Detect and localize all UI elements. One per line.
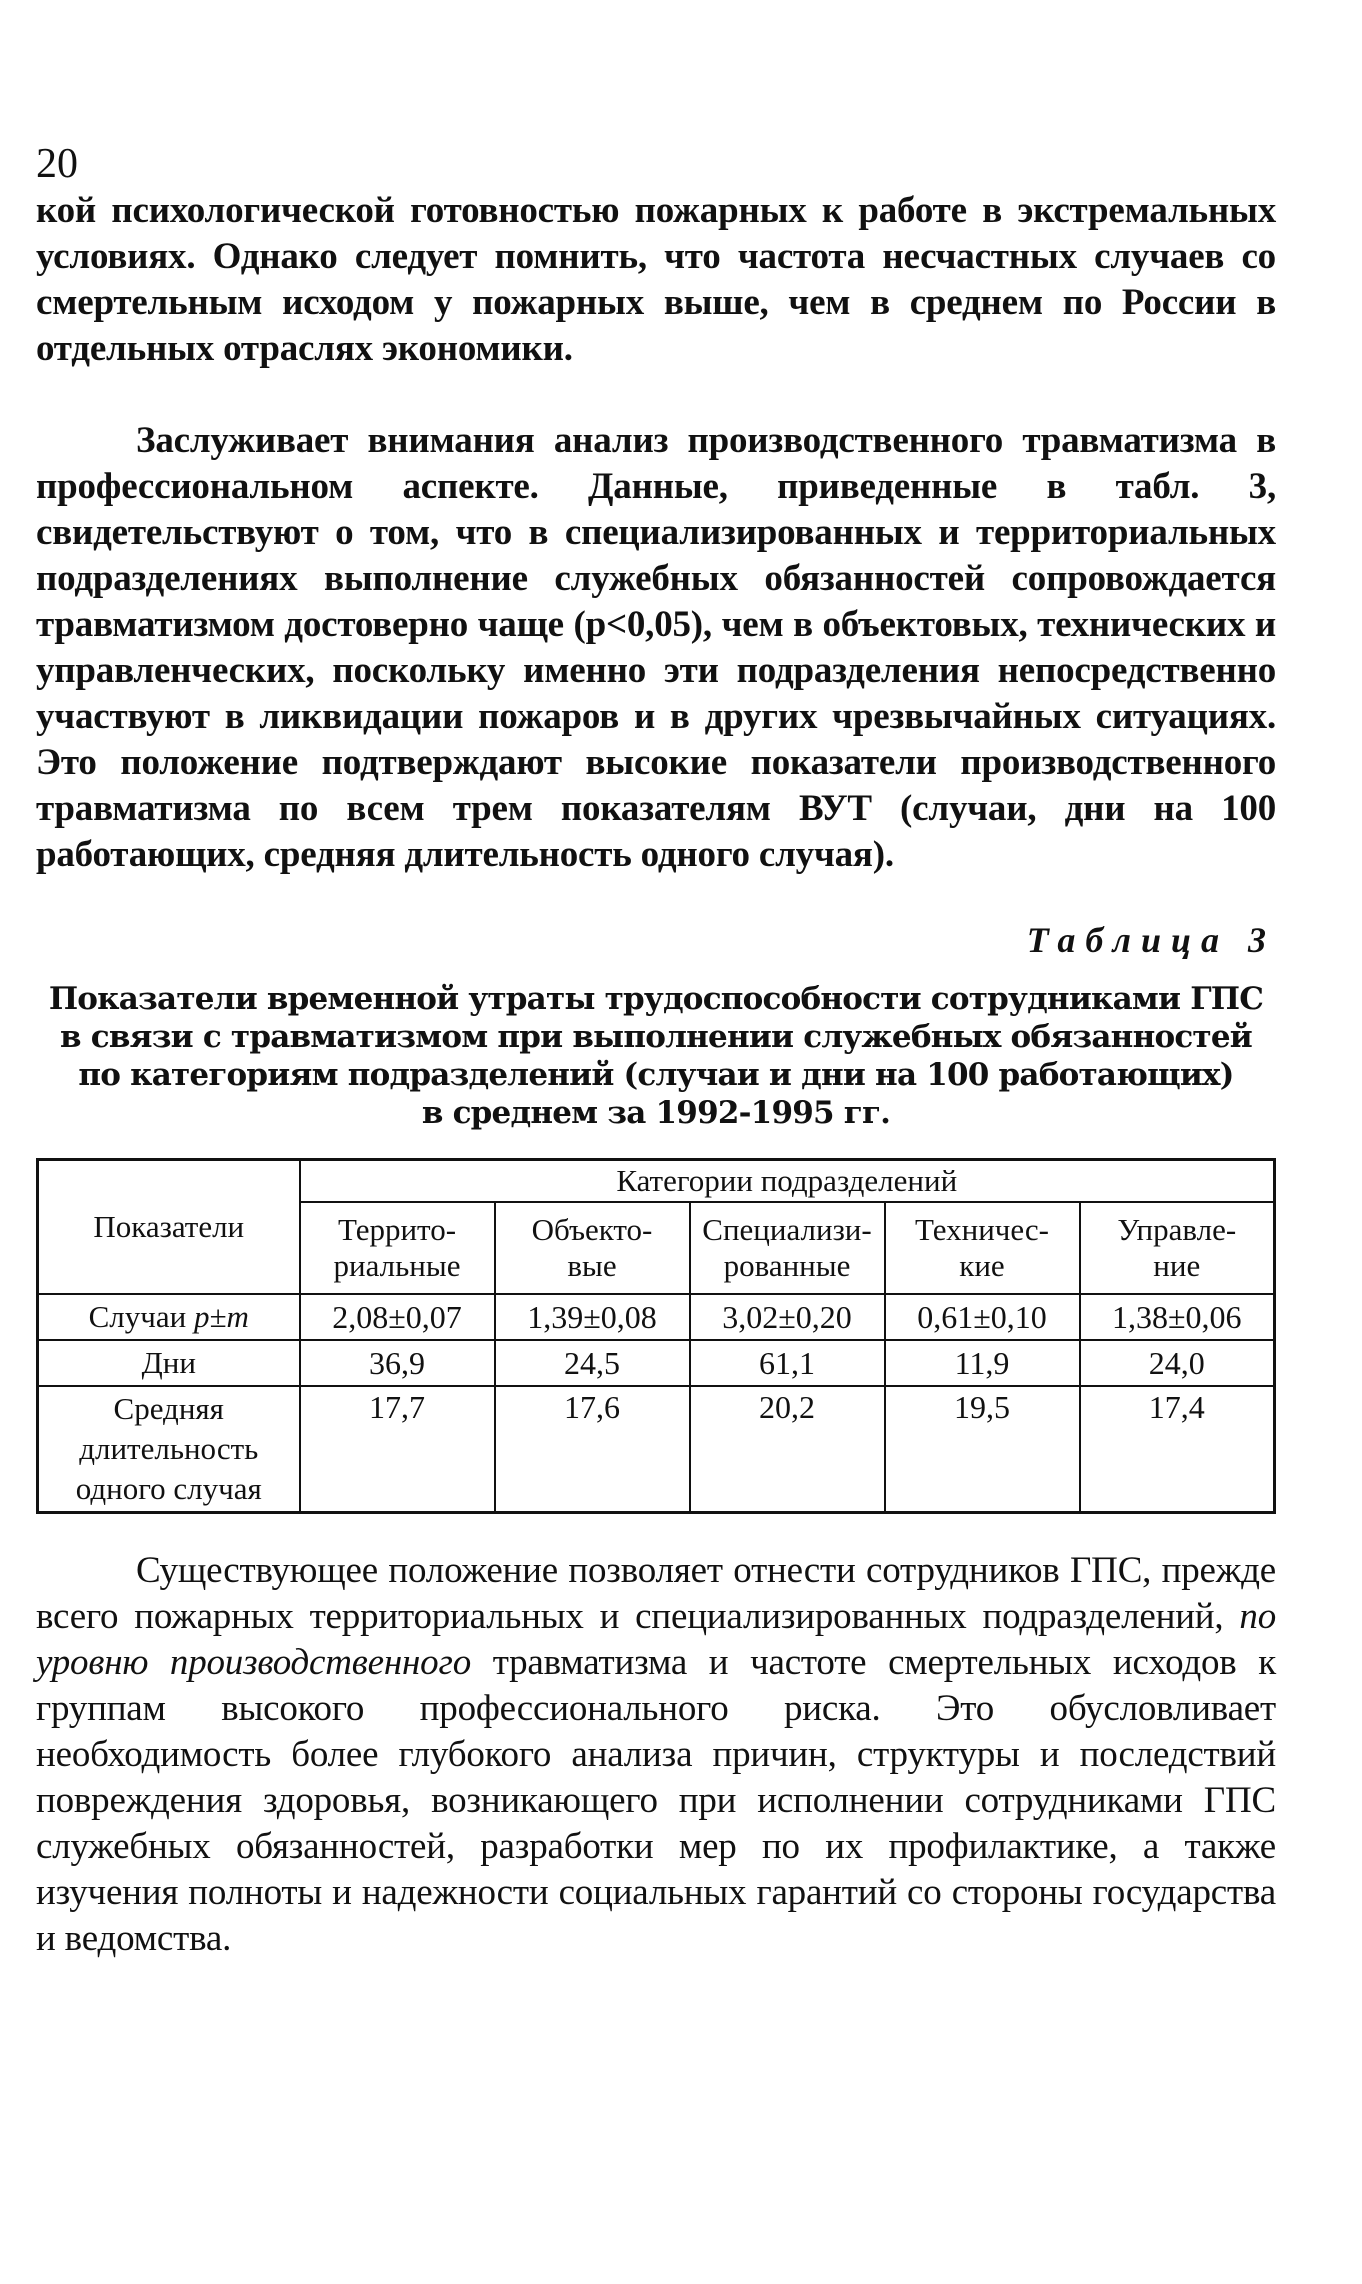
table-cell: 1,38±0,06 xyxy=(1080,1294,1275,1340)
column-header-line: вые xyxy=(567,1248,617,1283)
table-caption-line-2: в связи с травматизмом при выполнении служебных обязанностей xyxy=(60,1019,1252,1055)
paragraph-1: кой психологической готовностью пожарных к работе в экстремальных условиях. Однако следует помнить, что частота несчастных случаев со смертельным исходом у пожарных выше, чем в среднем по России в отдельных отраслях экономики. xyxy=(36,190,1276,369)
table-row-average-duration xyxy=(38,1386,1275,1513)
paragraph-3-part-3: травматизма и частоте смертельных исходов к группам высокого профессионального риска. Это обусловливает необходимость более глубокого анализа причин, структуры и последствий повреждения здоровья, возникающего при исполнении сотрудниками ГПС служебных обязанностей, разработки мер по их профилактике, а также изучения полноты и надежности социальных гарантий со стороны государства и ведомства. xyxy=(36,1642,1276,1959)
row-label-line: одного случая xyxy=(75,1471,262,1506)
column-header-line: Управле- xyxy=(1117,1212,1237,1247)
table-row-cases xyxy=(38,1294,1275,1340)
column-header-technical xyxy=(885,1202,1080,1294)
column-header-specialized xyxy=(690,1202,885,1294)
metric-header: Показатели xyxy=(38,1160,300,1295)
table-cell: 61,1 xyxy=(690,1340,885,1386)
table-cell: 19,5 xyxy=(885,1386,1080,1513)
column-header-territorial xyxy=(300,1202,495,1294)
category-group-header: Категории подразделений xyxy=(300,1160,1275,1203)
row-label-line: длительность xyxy=(79,1431,259,1466)
table-cell: 0,61±0,10 xyxy=(885,1294,1080,1340)
table-cell: 20,2 xyxy=(690,1386,885,1513)
table-header-row xyxy=(38,1160,1275,1203)
row-label-line: Средняя xyxy=(113,1391,224,1426)
table-row-days xyxy=(38,1340,1275,1386)
table-cell: 3,02±0,20 xyxy=(690,1294,885,1340)
table-cell: 24,0 xyxy=(1080,1340,1275,1386)
table-cell: 17,7 xyxy=(300,1386,495,1513)
injury-statistics-table xyxy=(36,1158,1276,1514)
table-cell: 17,6 xyxy=(495,1386,690,1513)
paragraph-3-part-2: по уровню производственного xyxy=(36,1596,1276,1683)
table-cell: 36,9 xyxy=(300,1340,495,1386)
column-header-line: ние xyxy=(1153,1248,1201,1283)
column-header-object xyxy=(495,1202,690,1294)
column-header-line: Техничес- xyxy=(915,1212,1049,1247)
paragraph-3 xyxy=(36,1548,1276,1962)
table-caption-line-1: Показатели временной утраты трудоспособности сотрудниками ГПС xyxy=(48,981,1264,1017)
row-label-formula: p±m xyxy=(193,1299,249,1334)
paragraph-3-part-1: Существующее положение позволяет отнести сотрудников ГПС, прежде всего пожарных территориальных и специализированных подразделений, xyxy=(36,1550,1276,1637)
column-header-line: Специализи- xyxy=(702,1212,872,1247)
column-header-line: риальные xyxy=(333,1248,461,1283)
column-header-management xyxy=(1080,1202,1275,1294)
row-label-average-duration xyxy=(38,1386,300,1513)
table-label: Таблица 3 xyxy=(1026,920,1276,960)
column-header-line: Террито- xyxy=(337,1212,457,1247)
table-cell: 17,4 xyxy=(1080,1386,1275,1513)
column-header-line: рованные xyxy=(723,1248,851,1283)
row-label-days: Дни xyxy=(38,1340,300,1386)
page-number: 20 xyxy=(36,141,78,187)
table-cell: 24,5 xyxy=(495,1340,690,1386)
table-cell: 11,9 xyxy=(885,1340,1080,1386)
column-header-line: Объекто- xyxy=(531,1212,653,1247)
table-caption-line-4: в среднем за 1992-1995 гг. xyxy=(421,1095,891,1131)
row-label-cases xyxy=(38,1294,300,1340)
row-label-text: Случаи xyxy=(88,1299,194,1334)
paragraph-2: Заслуживает внимания анализ производственного травматизма в профессиональном аспекте. Данные, приведенные в табл. 3, свидетельствуют о том, что в специализированных и территориальных подразделениях выполнение служебных обязанностей сопровождается травматизмом достоверно чаще (p<0,05), чем в объектовых, технических и управленческих, поскольку именно эти подразделения непосредственно участвуют в ликвидации пожаров и в других чрезвычайных ситуациях. Это положение подтверждают высокие показатели производственного травматизма по всем трем показателям ВУТ (случаи, дни на 100 работающих, средняя длительность одного случая). xyxy=(36,420,1276,875)
column-header-line: кие xyxy=(959,1248,1005,1283)
table-caption xyxy=(36,980,1276,1132)
table-cell: 2,08±0,07 xyxy=(300,1294,495,1340)
table-caption-line-3: по категориям подразделений (случаи и дни на 100 работающих) xyxy=(78,1057,1234,1093)
table-cell: 1,39±0,08 xyxy=(495,1294,690,1340)
